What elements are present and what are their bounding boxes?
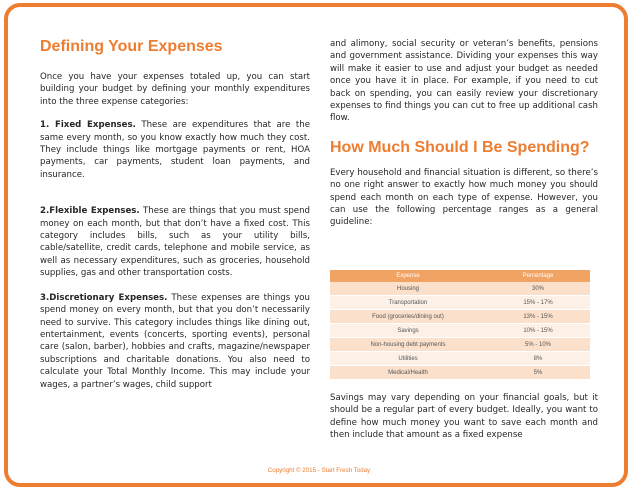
discretionary-expenses-paragraph <box>40 292 310 391</box>
expense-cell: Utilities <box>330 352 486 366</box>
expense-cell: Savings <box>330 324 486 338</box>
right-column <box>330 38 598 229</box>
heading-defining-expenses: Defining Your Expenses <box>40 38 223 55</box>
savings-paragraph: Savings may vary depending on your financial goals, but it should be a regular part of every budget. Ideally, you want to define how much money you want to save each month and then include that amount as a fixed expense <box>330 393 598 441</box>
intro-paragraph: Once you have your expenses totaled up, you can start building your budget by defining your monthly expenditures into the three expense categories: <box>40 72 310 107</box>
expense-cell: Food (groceries/dining out) <box>330 310 486 324</box>
percentage-cell: 5% <box>486 366 590 380</box>
flexible-expenses-text: These are things that you must spend money on each month, but that don’t have a fixed cost. This category includes bills, such as your utility bills, cable/satellite, credit cards, telephone and mobile service, as well as necessary expenditures, such as groceries, household supplies, gas and other transportation costs. <box>40 206 310 279</box>
table-row <box>330 352 590 366</box>
header-percentage: Percentage <box>486 270 590 282</box>
continued-paragraph: and alimony, social security or veteran’s benefits, pensions and government assistance. Dividing your expenses this way will make it easier to use and adjust your budget as needed once you have it in place. For example, if you need to cut back on spending, you can easily review your discretionary expenses to find things you can cut to free up additional cash flow. <box>330 39 598 124</box>
table-header-row <box>330 270 590 282</box>
discretionary-expenses-text: These expenses are things you spend money on every month, but that you don’t necessarily need to survive. This category includes things like dining out, entertainment, events (concerts, sporting events), personal care (salon, barber), hobbies and crafts, magazine/newspaper subscriptions and charitable donations. You also need to calculate your Total Monthly Income. This may include your wages, a partner’s wages, child support <box>40 292 310 390</box>
fixed-expenses-text: These are expenditures that are the same every month, so you know exactly how much they cost. They include things like mortgage payments or rent, HOA payments, car payments, student loan payments, and insurance. <box>40 120 310 180</box>
percentage-cell: 13% - 15% <box>486 310 590 324</box>
percentage-cell: 5% - 10% <box>486 338 590 352</box>
heading-how-much-spending: How Much Should I Be Spending? <box>330 138 590 156</box>
table-row <box>330 366 590 380</box>
percentage-cell: 15% - 17% <box>486 296 590 310</box>
percentage-cell: 30% <box>486 282 590 296</box>
expense-cell: Medical/Health <box>330 366 486 380</box>
expense-cell: Transportation <box>330 296 486 310</box>
table-row <box>330 338 590 352</box>
fixed-expenses-label: 1. Fixed Expenses. <box>40 120 136 131</box>
table-row <box>330 310 590 324</box>
table-row <box>330 296 590 310</box>
table-row <box>330 324 590 338</box>
guideline-intro-paragraph: Every household and financial situation is different, so there’s no one right answer to exactly how much money you should spend each month on each type of expense. However, you can use the following percentage ranges as a general guideline: <box>330 167 598 228</box>
percentage-cell: 8% <box>486 352 590 366</box>
header-expense: Expense <box>330 270 486 282</box>
percentage-ranges-table <box>330 270 590 380</box>
discretionary-expenses-label: 3.Discretionary Expenses. <box>40 292 168 303</box>
expense-cell: Housing <box>330 282 486 296</box>
table-row <box>330 282 590 296</box>
flexible-expenses-label: 2.Flexible Expenses. <box>40 206 140 217</box>
percentage-cell: 10% - 15% <box>486 324 590 338</box>
fixed-expenses-paragraph <box>40 119 310 181</box>
copyright-footer: Copyright © 2015 - Start Fresh Today <box>267 467 371 474</box>
expense-cell: Non-housing debt payments <box>330 338 486 352</box>
flexible-expenses-paragraph <box>40 205 310 279</box>
left-column <box>40 38 310 391</box>
